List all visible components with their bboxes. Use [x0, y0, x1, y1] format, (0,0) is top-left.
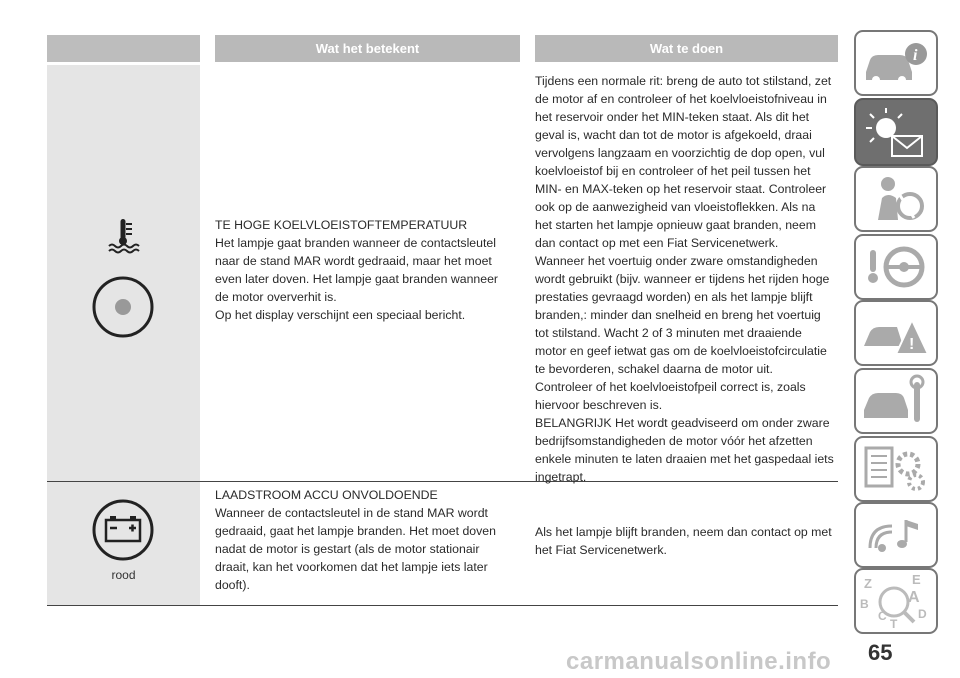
- action-text: [535, 72, 835, 486]
- text-line: ingetrapt.: [535, 470, 587, 484]
- text-line: nadat de motor is gestart (als de motor stationair: [215, 542, 480, 556]
- icon-cell: [47, 482, 200, 605]
- index-letter: T: [890, 617, 898, 631]
- text-line: vervolgens langzaam en voorzichtig de dop open, vul: [535, 146, 825, 160]
- text-line: tot stilstand. Wacht 2 of 3 minuten met draaiende: [535, 326, 802, 340]
- warning-lights-icon: [856, 100, 936, 164]
- text-line: te bevorderen, schakel daarna de motor uit.: [535, 362, 773, 376]
- header-icon-column: [47, 35, 200, 62]
- text-line: motor en geef ietwat gas om de koelvloeistofcirculatie: [535, 344, 827, 358]
- index-letter: C: [878, 609, 887, 623]
- text-line: LAADSTROOM ACCU ONVOLDOENDE: [215, 488, 438, 502]
- technical-data-icon: [856, 438, 936, 500]
- text-line: hiervoor beschreven is.: [535, 398, 663, 412]
- text-line: wordt gebruikt (bijv. wanneer er tijdens het rijden hoge: [535, 272, 830, 286]
- index-icon: [856, 570, 936, 632]
- text-line: gedraaid, gaat het lampje branden. Het moet doven: [215, 524, 496, 538]
- text-line: het starten het lampje opnieuw gaat branden, neem: [535, 218, 816, 232]
- table-row: [47, 65, 838, 482]
- sidebar-tab-index[interactable]: [854, 568, 938, 634]
- text-line: TE HOGE KOELVLOEISTOFTEMPERATUUR: [215, 218, 468, 232]
- text-line: bedrijfsomstandigheden de motor vóór het afzetten: [535, 434, 813, 448]
- text-line: het Fiat Servicenetwerk.: [535, 543, 667, 557]
- sidebar-tab-maintenance[interactable]: [854, 368, 938, 434]
- header-what-it-means: Wat het betekent: [215, 35, 520, 62]
- text-line: ook op de aanwezigheid van vloeistoflekken. Als na: [535, 200, 816, 214]
- page-number: 65: [868, 640, 893, 665]
- text-line: Als het lampje blijft branden, neem dan contact op met: [535, 525, 832, 539]
- text-line: het reservoir onder het MIN-teken staat. Als dit het: [535, 110, 810, 124]
- sidebar-tab-safety[interactable]: [854, 166, 938, 232]
- sidebar-tab-driving[interactable]: [854, 234, 938, 300]
- header-what-to-do: Wat te doen: [535, 35, 838, 62]
- text-line: MIN- en MAX-teken op het reservoir staat. Controleer: [535, 182, 827, 196]
- text-line: dan contact op met een Fiat Servicenetwerk.: [535, 236, 779, 250]
- sidebar-tab-car-info[interactable]: [854, 30, 938, 96]
- sidebar-tab-warning-lights[interactable]: [854, 98, 938, 166]
- icon-cell: [47, 65, 200, 481]
- index-letter: A: [908, 589, 920, 606]
- car-info-icon: [856, 32, 936, 94]
- index-letter: Z: [864, 576, 872, 591]
- text-line: even later doven. Het lampje gaat branden wanneer: [215, 272, 499, 286]
- maintenance-icon: [856, 370, 936, 432]
- indicator-color-label: rood: [111, 568, 136, 582]
- index-letter: E: [912, 572, 921, 587]
- text-line: BELANGRIJK Het wordt geadviseerd om onder zware: [535, 416, 830, 430]
- table-header: [47, 35, 838, 62]
- action-text: [535, 523, 835, 559]
- text-line: dooft).: [215, 578, 250, 592]
- emergency-icon: [856, 302, 936, 364]
- text-line: Op het display verschijnt een speciaal bericht.: [215, 308, 466, 322]
- sidebar-tab-technical-data[interactable]: [854, 436, 938, 502]
- index-letter: B: [860, 597, 869, 611]
- steering-wheel-icon: [856, 236, 936, 298]
- text-line: enkele minuten te laten draaien met het gaspedaal iets: [535, 452, 834, 466]
- sidebar-tab-multimedia[interactable]: [854, 502, 938, 568]
- text-line: de motor af en controleer of het koelvloeistofniveau in: [535, 92, 827, 106]
- battery-icon: [91, 498, 155, 562]
- text-line: branden,: minder dan snelheid en breng het voertuig: [535, 308, 821, 322]
- text-line: koelvloeistof bij en controleer of het peil tussen het: [535, 164, 811, 178]
- text-line: Tijdens een normale rit: breng de auto tot stilstand, zet: [535, 74, 832, 88]
- meaning-text: [215, 216, 515, 324]
- text-line: prestaties gevraagd worden) en als het lampje blijft: [535, 290, 813, 304]
- multimedia-icon: [856, 504, 936, 566]
- text-line: Wanneer de contactsleutel in de stand MAR wordt: [215, 506, 488, 520]
- sidebar-tab-emergency[interactable]: [854, 300, 938, 366]
- svg-text:i: i: [913, 47, 918, 64]
- text-line: Het lampje gaat branden wanneer de contactsleutel: [215, 236, 496, 250]
- text-line: de motor oververhit is.: [215, 290, 337, 304]
- meaning-text: [215, 486, 515, 594]
- watermark: carmanualsonline.info: [566, 648, 832, 675]
- text-line: naar de stand MAR wordt gedraaid, maar het moet: [215, 254, 492, 268]
- index-letter: D: [918, 607, 927, 621]
- round-indicator-icon: [91, 275, 155, 339]
- table-row: [47, 482, 838, 606]
- text-line: Wanneer het voertuig onder zware omstandigheden: [535, 254, 818, 268]
- safety-icon: [856, 168, 936, 230]
- text-line: draait, kan het voorkomen dat het lampje iets later: [215, 560, 488, 574]
- coolant-temperature-icon: [103, 215, 143, 255]
- svg-text:!: !: [909, 336, 915, 353]
- text-line: geval is, wacht dan tot de motor is afgekoeld, draai: [535, 128, 812, 142]
- text-line: Controleer of het koelvloeistofpeil correct is, zoals: [535, 380, 806, 394]
